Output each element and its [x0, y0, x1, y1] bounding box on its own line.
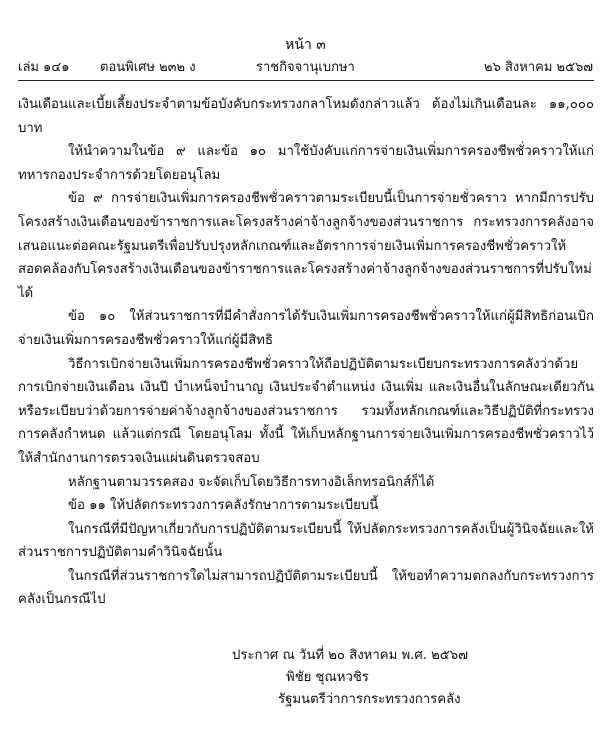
volume-number: เล่ม ๑๔๑	[18, 60, 70, 75]
gazette-name: ราชกิจจานุเบกษา	[256, 60, 355, 75]
publication-date: ๒๖ สิงหาคม ๒๕๖๗	[484, 60, 593, 75]
page-number: หน้า ๓	[285, 37, 326, 53]
clause-11: ข้อ ๑๑ ให้ปลัดกระทรวงการคลังรักษาการตามระเบียบนี้	[68, 498, 379, 514]
paragraph: ในกรณีที่ส่วนราชการใดไม่สามารถปฏิบัติตามระเบียบนี้ ให้ขอทำความตกลงกับกระทรวงการคลังเป็นกรณีไป	[18, 568, 594, 608]
section-number: ตอนพิเศษ ๒๓๒ ง	[100, 60, 196, 75]
signatory-name: พิชัย ชุณหวชิร	[286, 670, 369, 685]
document-body	[18, 93, 594, 612]
announcement-date: ประกาศ ณ วันที่ ๒๐ สิงหาคม พ.ศ. ๒๕๖๗	[232, 648, 469, 663]
paragraph-continuation: เงินเดือนและเบี้ยเลี้ยงประจำตามข้อบังคับกระทรวงกลาโหมดังกล่าวแล้ว ต้องไม่เกินเดือนละ ๑๑,๐๐๐ บาท	[18, 97, 594, 136]
paragraph: ในกรณีที่มีปัญหาเกี่ยวกับการปฏิบัติตามระเบียบนี้ ให้ปลัดกระทรวงการคลังเป็นผู้วินิจฉัยและให้ส่วนราชการปฏิบัติตามคำวินิจฉัยนั้น	[18, 521, 594, 561]
paragraph: ให้นำความในข้อ ๙ และข้อ ๑๐ มาใช้บังคับแก่การจ่ายเงินเพิ่มการครองชีพชั่วคราวให้แก่ทหารกองประจำการด้วยโดยอนุโลม	[18, 144, 594, 183]
gazette-header	[18, 56, 593, 78]
clause-9: ข้อ ๙ การจ่ายเงินเพิ่มการครองชีพชั่วคราวตามระเบียบนี้เป็นการจ่ายชั่วคราว หากมีการปรับโครงสร้างเงินเดือนของข้าราชการและโครงสร้างค่าจ้างลูกจ้างของส่วนราชการ กระทรวงการคลังอาจเสนอแนะต่อคณะรัฐมนตรีเพื่อปรับปรุงหลักเกณฑ์และอัตราการจ่ายเงินเพิ่มการครองชีพชั่วคราวให้สอดคล้องกับโครงสร้างเงินเดือนของข้าราชการและโครงสร้างค่าจ้างลูกจ้างของส่วนราชการที่ปรับใหม่ได้	[18, 191, 594, 301]
paragraph: วิธีการเบิกจ่ายเงินเพิ่มการครองชีพชั่วคราวให้ถือปฏิบัติตามระเบียบกระทรวงการคลังว่าด้วยการเบิกจ่ายเงินเดือน เงินปี บำเหน็จบำนาญ เงินประจำตำแหน่ง เงินเพิ่ม และเงินอื่นในลักษณะเดียวกัน หรือระเบียบว่าด้วยการจ่ายค่าจ้างลูกจ้างของส่วนราชการ รวมทั้งหลักเกณฑ์และวิธีปฏิบัติที่กระทรวงการคลังกำหนด แล้วแต่กรณี โดยอนุโลม ทั้งนี้ ให้เก็บหลักฐานการจ่ายเงินเพิ่มการครองชีพชั่วคราวไว้ให้สำนักงานการตรวจเงินแผ่นดินตรวจสอบ	[18, 356, 594, 466]
header-divider	[18, 80, 594, 81]
signatory-title: รัฐมนตรีว่าการกระทรวงการคลัง	[278, 692, 461, 707]
signature-block	[232, 645, 562, 711]
paragraph: หลักฐานตามวรรคสอง จะจัดเก็บโดยวิธีการทางอิเล็กทรอนิกส์ก็ได้	[68, 474, 435, 490]
clause-10: ข้อ ๑๐ ให้ส่วนราชการที่มีคำสั่งการได้รับเงินเพิ่มการครองชีพชั่วคราวให้แก่ผู้มีสิทธิก่อนเบิกจ่ายเงินเพิ่มการครองชีพชั่วคราวให้แก่ผู้มีสิทธิ	[18, 309, 594, 348]
